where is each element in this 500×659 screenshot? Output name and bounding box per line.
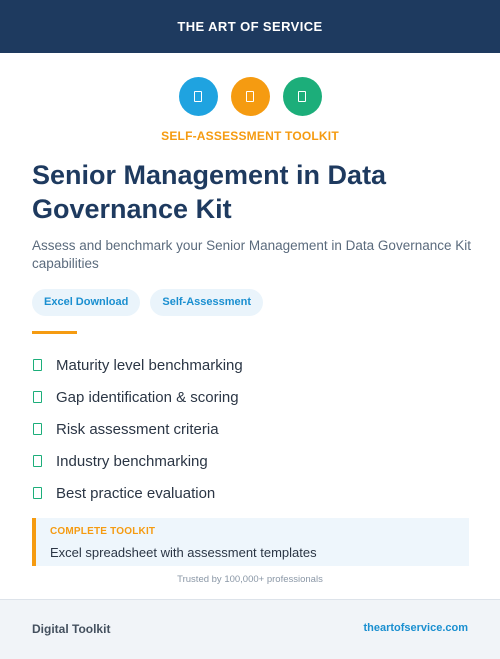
list-item [32, 381, 472, 413]
badge-row [32, 289, 263, 316]
accent-divider [32, 331, 77, 334]
document-icon [179, 77, 218, 116]
list-item [32, 413, 472, 445]
checkbox-icon [33, 487, 42, 499]
feature-label: Risk assessment criteria [56, 420, 219, 438]
callout-text: Excel spreadsheet with assessment templates [50, 545, 317, 560]
checkbox-icon [33, 455, 42, 467]
page-title: Senior Management in Data Governance Kit [32, 160, 387, 224]
document-icon [283, 77, 322, 116]
list-item [32, 477, 472, 509]
feature-label: Maturity level benchmarking [56, 356, 243, 374]
document-icon [231, 77, 270, 116]
feature-label: Best practice evaluation [56, 484, 216, 502]
list-item [32, 349, 472, 381]
checkbox-icon [33, 423, 42, 435]
badge-self-assessment: Self-Assessment [150, 289, 263, 316]
header-bar [0, 0, 500, 53]
checkbox-icon [33, 359, 42, 371]
list-item [32, 445, 472, 477]
footer-bar [0, 599, 500, 659]
callout-label: COMPLETE TOOLKIT [50, 526, 156, 537]
kicker-label: SELF-ASSESSMENT TOOLKIT [161, 129, 339, 143]
toolkit-callout [32, 518, 469, 566]
icon-row [0, 77, 500, 116]
page-subtitle: Assess and benchmark your Senior Management in Data Governance Kit capabilities [32, 238, 471, 271]
feature-list [32, 349, 472, 509]
trust-note: Trusted by 100,000+ professionals [177, 574, 323, 585]
footer-label: Digital Toolkit [32, 622, 111, 636]
website-link[interactable]: theartofservice.com [363, 622, 468, 634]
feature-label: Gap identification & scoring [56, 388, 239, 406]
checkbox-icon [33, 391, 42, 403]
badge-excel-download: Excel Download [32, 289, 140, 316]
brand-name: THE ART OF SERVICE [177, 19, 323, 34]
feature-label: Industry benchmarking [56, 452, 208, 470]
